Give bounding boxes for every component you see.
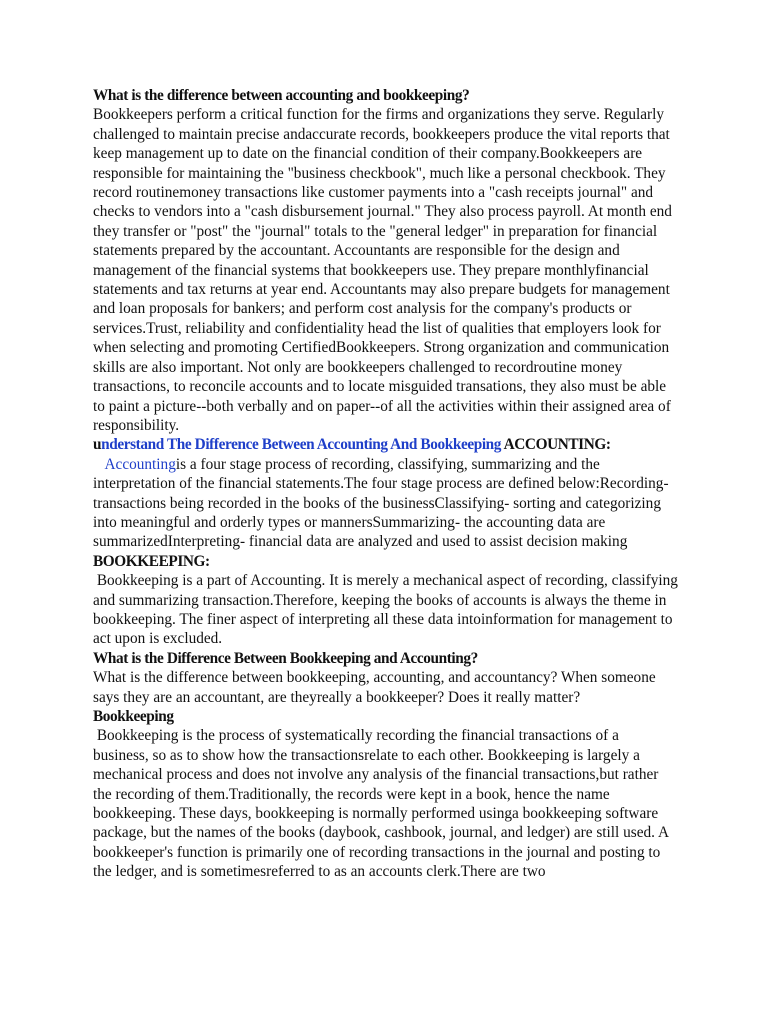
heading-accounting: ACCOUNTING: [503,436,611,454]
understand-link[interactable]: nderstand The Difference Between Accounting And Bookkeeping [101,436,502,454]
bookkeeping-process-text: Bookkeeping is the process of systematically recording the financial transactions of a business, so as to show how the transactionsrelate to each other. Bookkeeping is largely a mechanical process and does not involve any analysis of the financial transactions,but rather the recording of them.Traditionally, the records were kept in a book, hence the name bookkeeping. These days, bookkeeping is normally performed usinga bookkeeping software package, but the names of the books (daybook, cashbook, journal, and ledger) are still used. A bookkeeper's function is primarily one of recording transactions in the journal and posting to the ledger, and is sometimesreferred to as an accounts clerk.There are two [93,727,669,881]
paragraph-bookkeeping-process [93,726,678,881]
document-body [93,86,678,882]
paragraph-accounting [93,455,678,552]
heading-understand [93,435,678,454]
paragraph-bookkeeping-part [93,571,678,649]
heading-bookkeeping-caps: BOOKKEEPING: [93,552,210,570]
heading-understand-initial: u [93,436,102,454]
accounting-link[interactable]: Accounting [104,455,176,473]
heading-bookkeeping: Bookkeeping [93,708,174,725]
paragraph-intro: Bookkeepers perform a critical function for the firms and organizations they serve. Regularly challenged to maintain precise andaccurate records, bookkeepers produce the vital reports that keep management up to date on the financial condition of their company.Bookkeepers are responsible for maintaining the "business checkbook", much like a personal checkbook. They record routinemoney transactions like customer payments into a "cash receipts journal" and checks to vendors into a "cash disbursement journal." They also process payroll. At month end they transfer or "post" the "journal" totals to the "general ledger" in preparation for financial statements prepared by the accountant. Accountants are responsible for the design and management of the financial systems that bookkeepers use. They prepare monthlyfinancial statements and tax returns at year end. Accountants may also prepare budgets for management and loan proposals for bankers; and perform cost analysis for the company's products or services.Trust, reliability and confidentiality head the list of qualities that employers look for when selecting and promoting CertifiedBookkeepers. Strong organization and communication skills are also important. Not only are bookkeepers challenged to recordroutine money transactions, to reconcile accounts and to locate misguided transations, they also must be able to paint a picture--both verbally and on paper--of all the activities within their assigned area of responsibility. [93,106,672,434]
heading-difference-2: What is the Difference Between Bookkeeping and Accounting? [93,649,478,667]
bookkeeping-part-text: Bookkeeping is a part of Accounting. It is merely a mechanical aspect of recording, classifying and summarizing transaction.Therefore, keeping the books of accounts is always the theme in bookkeeping. The finer aspect of interpreting all these data intoinformation for management to act upon is excluded. [93,572,678,648]
paragraph-question: What is the difference between bookkeeping, accounting, and accountancy? When someone says they are an accountant, are theyreally a bookkeeper? Does it really matter? [93,669,656,706]
accounting-text: is a four stage process of recording, classifying, summarizing and the interpretation of the financial statements.The four stage process are defined below:Recording- transactions being recorded in the books of the businessClassifying- sorting and categorizing into meaningful and orderly types or mannersSummarizing- the accounting data are summarizedInterpreting- financial data are analyzed and used to assist decision making [93,455,669,551]
heading-difference: What is the difference between accounting and bookkeeping? [93,87,470,104]
